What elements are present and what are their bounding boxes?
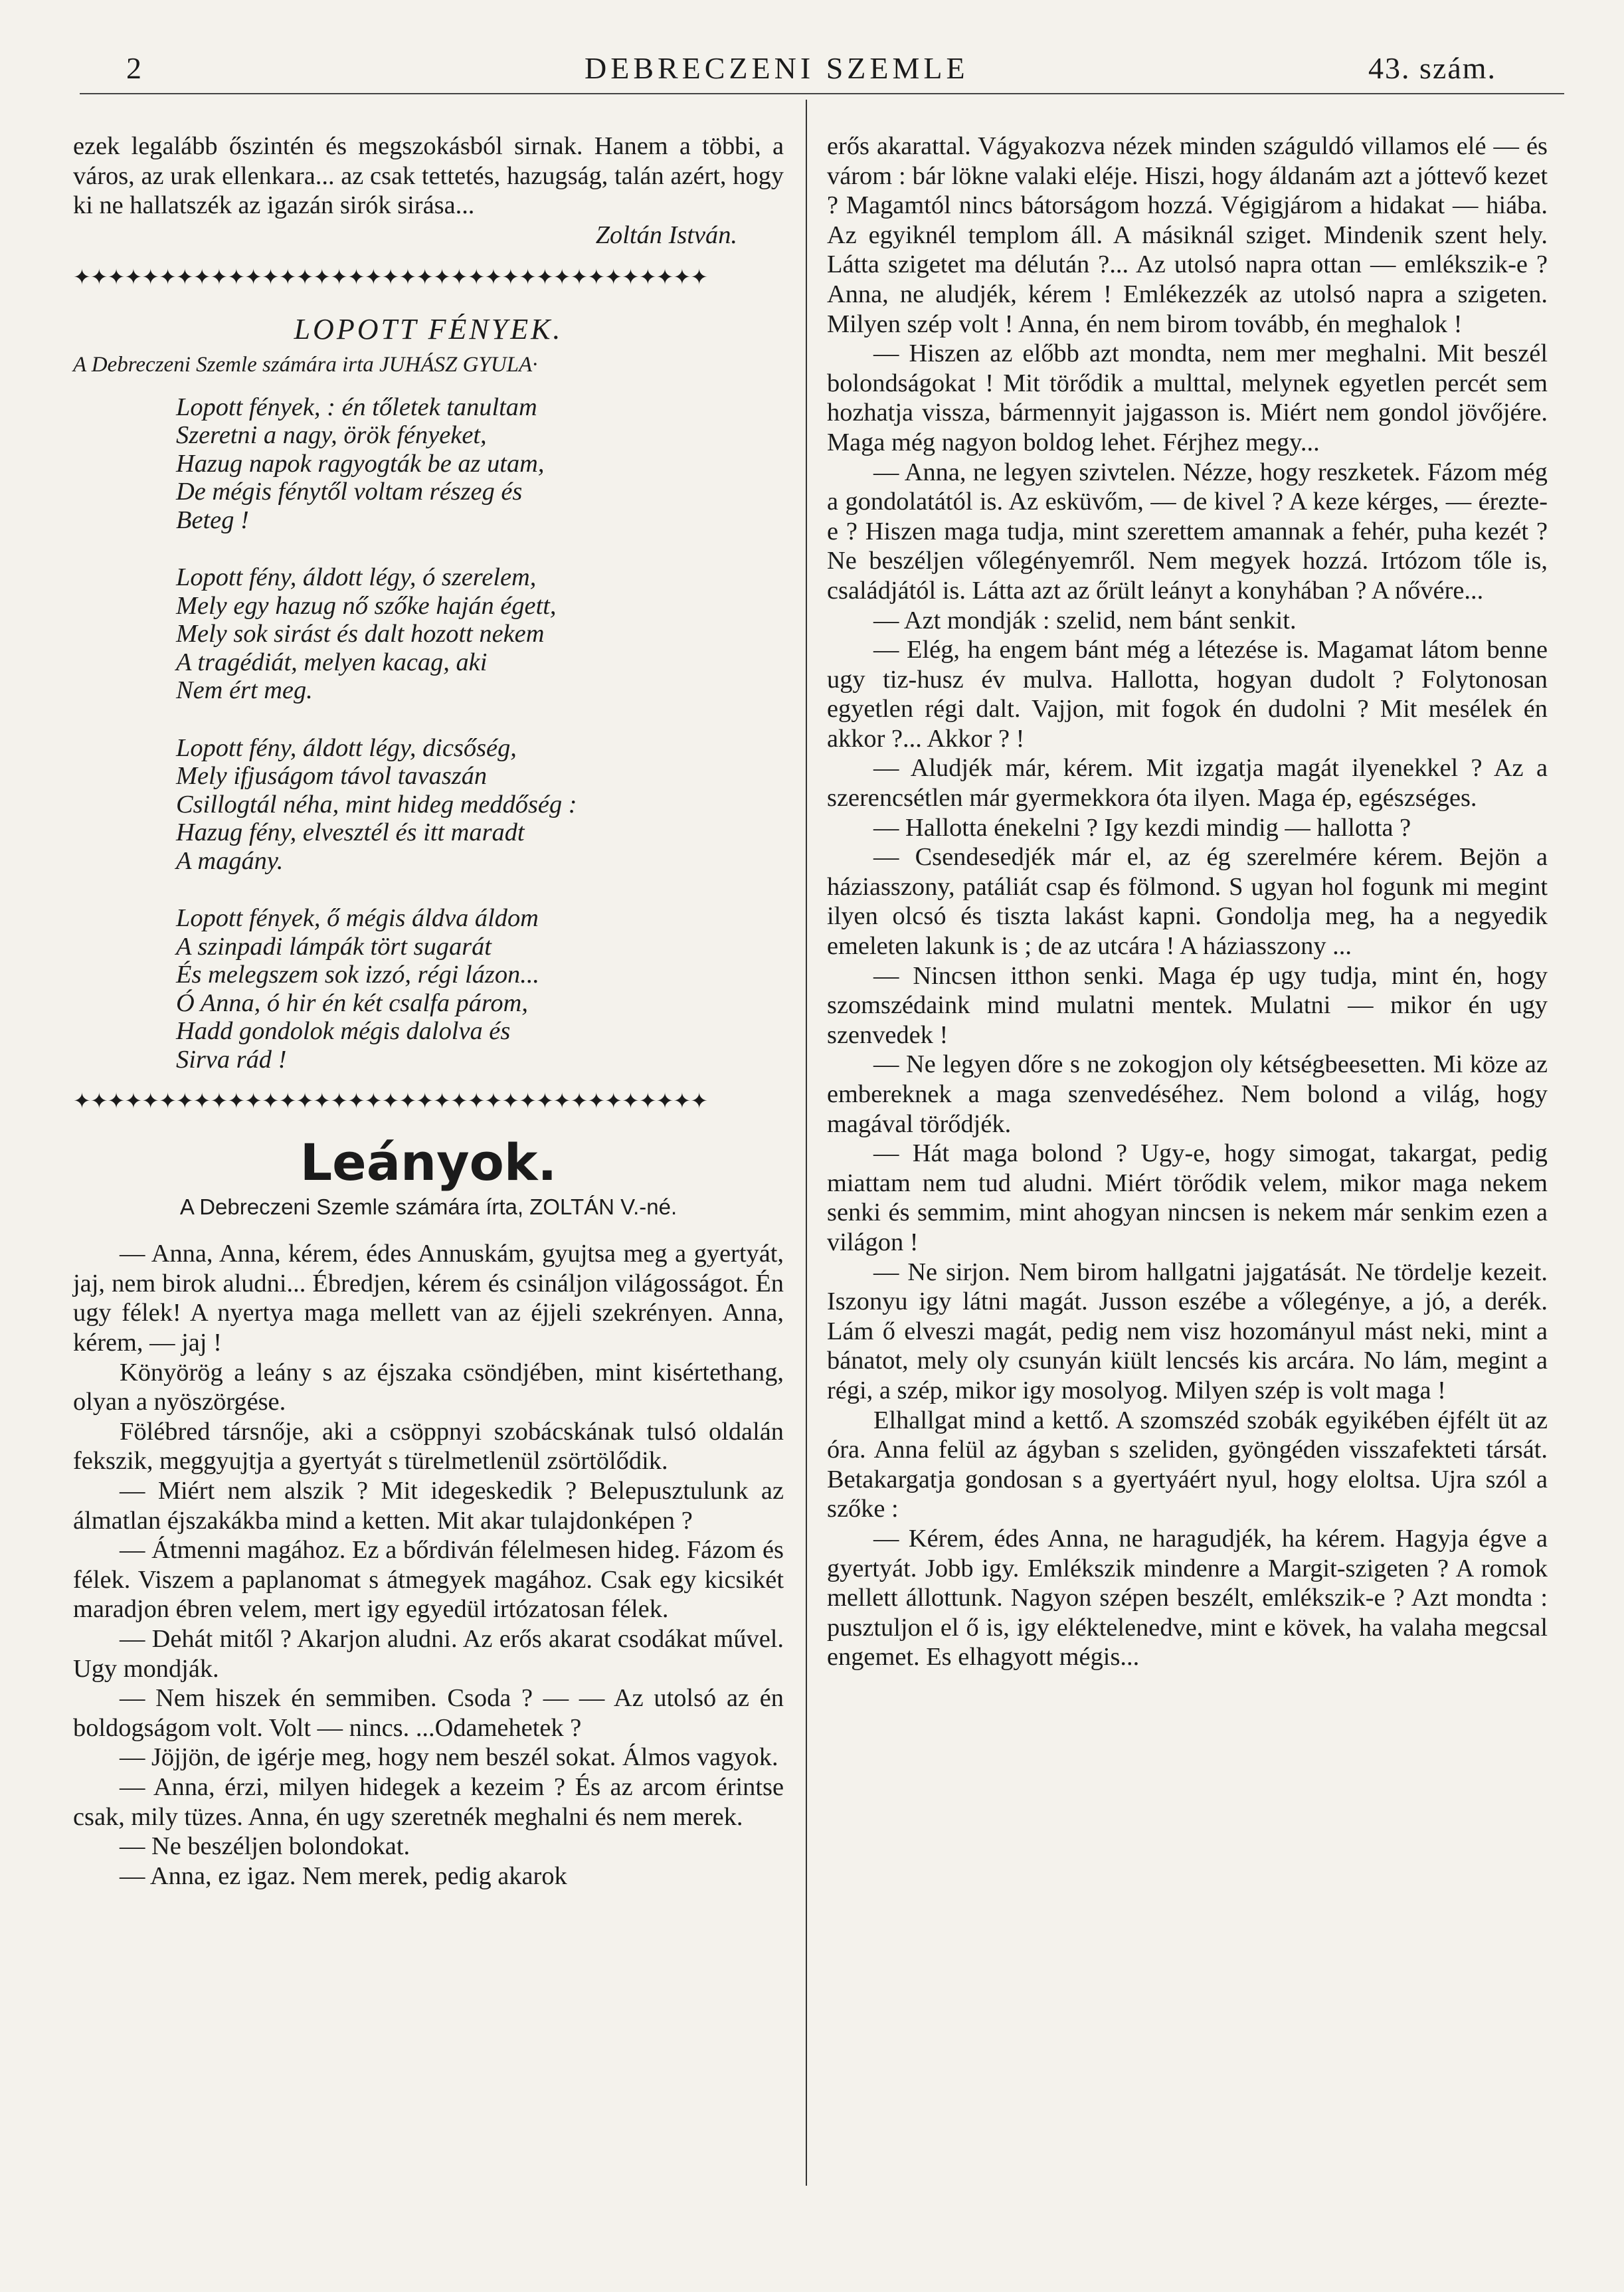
poem-line: Csillogtál néha, mint hideg meddőség :	[176, 790, 577, 818]
story-paragraph: — Hiszen az előbb azt mondta, nem mer meghalni. Mit beszél bolondságokat ! Mit törődik a multtal, melynek egyetlen percét sem hozhatja vissza, bármennyit jajgasson is. Miért nem gondol jövőjére. Maga még nagyon boldog lehet. Férjhez megy...	[827, 339, 1548, 456]
author-signature: Zoltán István.	[595, 221, 737, 249]
poem-line: Hadd gondolok mégis dalolva és	[176, 1017, 511, 1046]
poem-line: Ó Anna, ó hir én két csalfa párom,	[176, 989, 528, 1017]
story-paragraph: — Átmenni magához. Ez a bőrdiván félelmesen hideg. Fázom és félek. Viszem a paplanomat s átmegyek magához. Csak egy kicsikét maradjon ébren velem, mert igy egyedül irtózatosan félek.	[73, 1536, 784, 1624]
poem-line: Mely sok sirást és dalt hozott nekem	[176, 620, 545, 648]
poem-line: Lopott fény, áldott légy, ó szerelem,	[176, 563, 537, 592]
poem-byline: A Debreczeni Szemle számára irta JUHÁSZ GYULA·	[73, 352, 538, 377]
poem-line: Lopott fények, : én tőletek tanultam	[176, 393, 537, 421]
poem-line: A tragédiát, melyen kacag, aki	[176, 648, 488, 676]
page-number: 2	[126, 51, 143, 85]
ornament-divider: ✦✦✦✦✦✦✦✦✦✦✦✦✦✦✦✦✦✦✦✦✦✦✦✦✦✦✦✦✦✦✦✦✦✦✦✦✦	[73, 1090, 708, 1113]
poem-stanza	[176, 563, 784, 705]
story-paragraph: — Nem hiszek én semmiben. Csoda ? — — Az utolsó az én boldogságom volt. Volt — nincs. ...Odamehetek ?	[73, 1684, 784, 1742]
prior-article-ending: ezek legalább őszintén és megszokásból sirnak. Hanem a többi, a város, az urak ellenkara... az csak tettetés, hazugság, talán azért, hogy ki ne hallatszék az igazán sirók sirása...	[73, 132, 784, 220]
story-paragraph: — Ne sirjon. Nem birom hallgatni jajgatását. Ne tördelje kezeit. Iszonyu igy látni magát. Jusson eszébe a vőlegénye, a jó, a derék. Lám ő elveszi magát, pedig nem visz hozományul mást neki, mint a bánatot, mely oly csunyán kiült lencsés kis arcára. No lám, megint a régi, a szép, mikor igy mosolyog. Milyen szép is volt maga !	[827, 1258, 1548, 1404]
poem-line: Hazug napok ragyogták be az utam,	[176, 449, 545, 478]
story-paragraph: — Ne beszéljen bolondokat.	[120, 1832, 410, 1861]
poem-stanza	[176, 904, 784, 1074]
story-paragraph: — Anna, érzi, milyen hidegek a kezeim ? És az arcom érintse csak, mily tüzes. Anna, én ugy szeretnék meghalni és nem merek.	[73, 1772, 784, 1831]
poem-line: A magány.	[176, 846, 284, 875]
poem-line: És melegszem sok izzó, régi lázon...	[176, 961, 540, 989]
poem-stanza	[176, 734, 784, 876]
story-paragraph: Könyörög a leány s az éjszaka csöndjében, mint kisértethang, olyan a nyöszörgése.	[73, 1358, 784, 1416]
poem-line: Beteg !	[176, 506, 249, 534]
story-paragraph: — Kérem, édes Anna, ne haragudjék, ha kérem. Hagyja égve a gyertyát. Jobb igy. Emlékszik mindenre a Margit-szigeten ? A romok mellett állottunk. Nagyon szépen beszélt, emlékszik-e ? Azt mondta : pusztuljon el ő is, igy eléktelenedve, mint e kövek, ha valaha megcsal engemet. Es elhagyott mégis...	[827, 1524, 1548, 1671]
story-paragraph: Elhallgat mind a kettő. A szomszéd szobák egyikében éjfélt üt az óra. Anna felül az ágyban s szeliden, gyöngéden visszafekteti társát. Betakargatja gondosan s a gyertyáért nyul, hogy eloltsa. Ujra szól a szőke :	[827, 1406, 1548, 1523]
story-paragraph: — Hallotta énekelni ? Igy kezdi mindig — hallotta ?	[873, 813, 1411, 842]
header-rule	[80, 93, 1564, 94]
story-paragraph: — Jöjjön, de igérje meg, hogy nem beszél sokat. Álmos vagyok.	[120, 1743, 778, 1772]
story-title: Leányok.	[300, 1133, 557, 1193]
left-column	[73, 132, 784, 1891]
poem-line: A szinpadi lámpák tört sugarát	[176, 932, 492, 961]
poem-line: Lopott fény, áldott légy, dicsőség,	[176, 733, 517, 762]
poem-line: Lopott fények, ő mégis áldva áldom	[176, 904, 539, 933]
story-paragraph: — Aludjék már, kérem. Mit izgatja magát ilyenekkel ? Az a szerencsétlen már gyermekkora óta ilyen. Maga ép, egészséges.	[827, 754, 1548, 812]
story-paragraph: Fölébred társnője, aki a csöppnyi szobácskának tulsó oldalán fekszik, meggyujtja a gyertyát s türelmetlenül zsörtölődik.	[73, 1417, 784, 1476]
poem-line: Mely egy hazug nő szőke haján égett,	[176, 591, 557, 620]
poem-title: LOPOTT FÉNYEK.	[294, 313, 563, 346]
page-header	[0, 0, 1624, 86]
column-divider	[806, 100, 807, 2186]
story-paragraph: — Elég, ha engem bánt még a létezése is. Magamat látom benne ugy tiz-husz év mulva. Hallotta, hogyan dudolt ? Folytonosan egyetlen régi dalt. Vajjon, mit fogok én dudolni ? Mit mesélek én akkor ?... Akkor ? !	[827, 636, 1548, 753]
story-paragraph: — Hát maga bolond ? Ugy-e, hogy simogat, takargat, pedig miattam nem tud aludni. Miért törődik velem, mikor maga nekem senki és semmim, mint ahogyan nincsen is nekem már senkim ezen a világon !	[827, 1139, 1548, 1256]
story-paragraph: — Azt mondják : szelid, nem bánt senkit.	[873, 606, 1297, 634]
ornament-divider: ✦✦✦✦✦✦✦✦✦✦✦✦✦✦✦✦✦✦✦✦✦✦✦✦✦✦✦✦✦✦✦✦✦✦✦✦✦	[73, 266, 708, 289]
story-paragraph: — Anna, Anna, kérem, édes Annuskám, gyujtsa meg a gyertyát, jaj, nem birok aludni... Ébredjen, kérem és csináljon világosságot. Én ugy félek! A nyertya maga mellett van az éjjeli szekrényen. Anna, kérem, — jaj !	[73, 1240, 784, 1357]
story-paragraph: — Miért nem alszik ? Mit idegeskedik ? Belepusztulunk az álmatlan éjszakákba mind a ketten. Mit akar tulajdonképen ?	[73, 1477, 784, 1535]
story-paragraph: — Csendesedjék már el, az ég szerelmére kérem. Bejön a háziasszony, patáliát csap és fölmond. S ugyan hol fogunk mi megint ilyen olcsó és tiszta lakást kapni. Gondolja meg, ha a negyedik emeleten lakunk is ; de az utcára ! A háziasszony ...	[827, 843, 1548, 961]
issue-number: 43. szám.	[1368, 51, 1497, 85]
journal-title: DEBRECZENI SZEMLE	[585, 51, 969, 85]
story-byline: A Debreczeni Szemle számára írta, ZOLTÁN V.-né.	[179, 1194, 677, 1219]
poem-line: De mégis fénytől voltam részeg és	[176, 478, 523, 506]
poem-stanza	[176, 393, 784, 535]
poem-line: Mely ifjuságom távol tavaszán	[176, 762, 488, 791]
poem-line: Nem ért meg.	[176, 676, 313, 705]
story-paragraph: — Dehát mitől ? Akarjon aludni. Az erős akarat csodákat művel. Ugy mondják.	[73, 1624, 784, 1683]
story-paragraph: — Anna, ne legyen szivtelen. Nézze, hogy reszketek. Fázom még a gondolatától is. Az esküvőm, — de kivel ? A keze kérges, — érezte-e ? Hiszen maga tudja, mint szerettem amannak a fehér, puha kezét ? Ne beszéljen vőlegényemről. Nem megyek hozzá. Irtózom tőle is, családjától is. Látta azt az őrült leányt a konyhában ? A nővére...	[827, 458, 1548, 605]
story-paragraph: — Anna, ez igaz. Nem merek, pedig akarok	[120, 1862, 567, 1890]
story-paragraph: — Nincsen itthon senki. Maga ép ugy tudja, mint én, hogy szomszédaink mind mulatni mentek. Mulatni — mikor én ugy szenvedek !	[827, 961, 1548, 1049]
story-paragraph: — Ne legyen dőre s ne zokogjon oly kétségbeesetten. Mi köze az embereknek a maga szenvedéséhez. Nem bolond a világ, hogy magával törődjék.	[827, 1050, 1548, 1138]
poem-line: Sirva rád !	[176, 1045, 287, 1074]
poem-line: Hazug fény, elvesztél és itt maradt	[176, 818, 525, 847]
poem-line: Szeretni a nagy, örök fényeket,	[176, 421, 487, 450]
right-column	[827, 132, 1548, 1672]
story-paragraph: erős akarattal. Vágyakozva nézek minden száguldó villamos elé — és várom : bár lökne valaki eléje. Hiszi, hogy áldanám azt a jóttevő kezet ? Magamtól nincs bátorságom hozzá. Végigjárom a hidakat — hiába. Az egyiknél templom áll. A másiknál sziget. Mindenik szent hely. Látta szigetet ma délután ?... Az utolsó napra ottan — emlékszik-e ? Anna, ne aludjék, kérem ! Emlékezzék az utolsó napra a szigeten. Milyen szép volt ! Anna, én nem birom tovább, én meghalok !	[827, 132, 1548, 338]
